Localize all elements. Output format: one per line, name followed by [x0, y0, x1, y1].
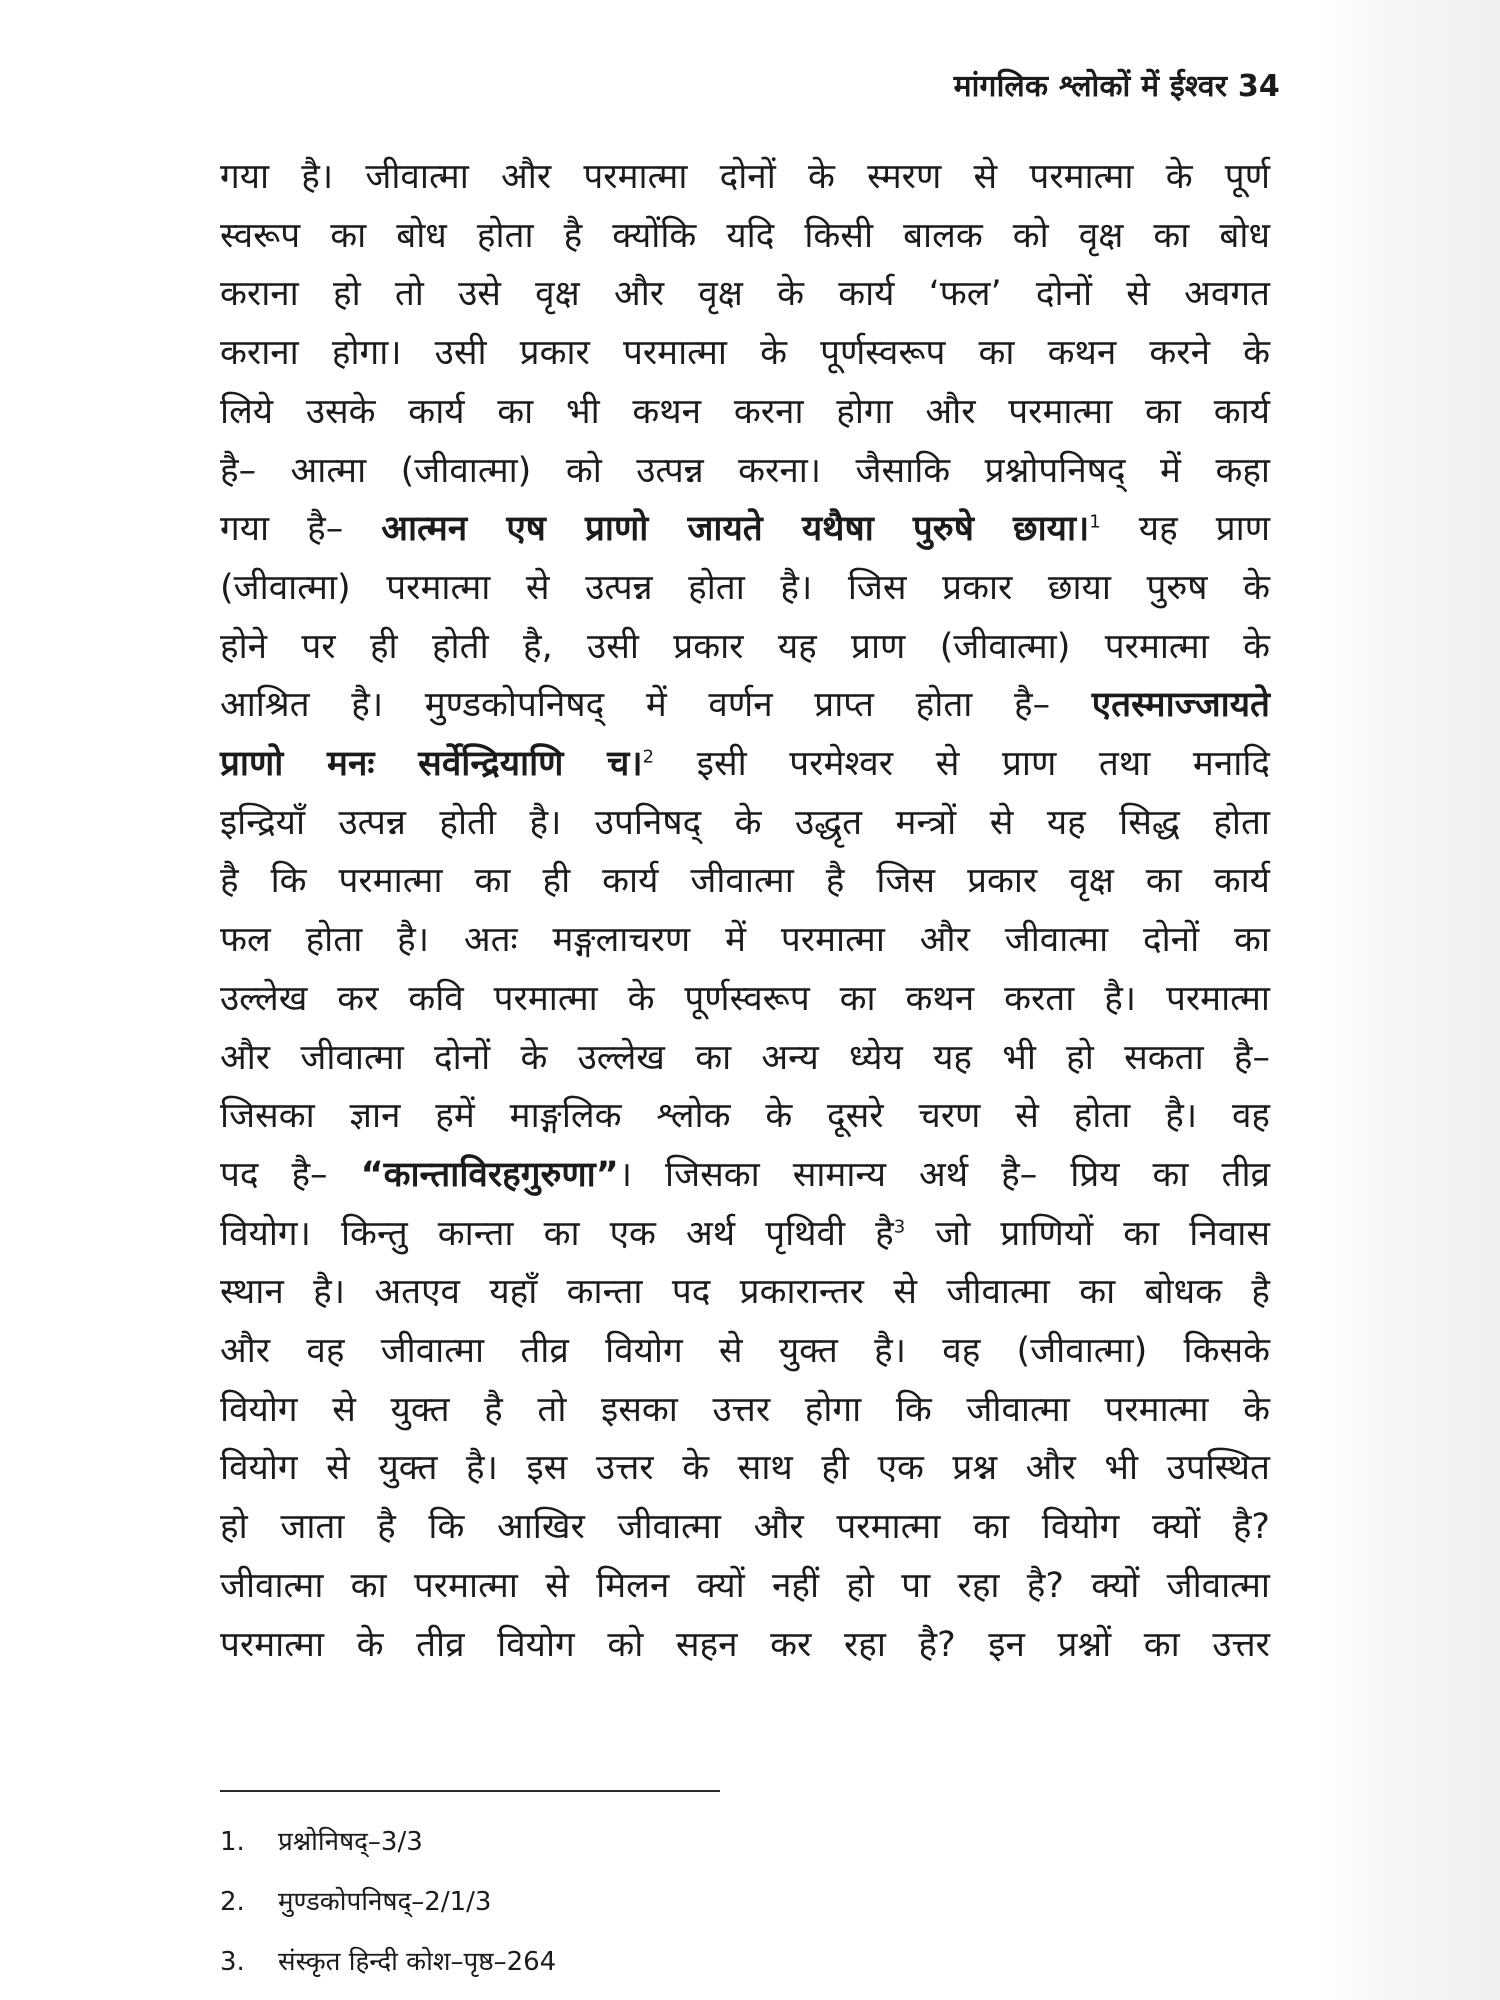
footnote-text: प्रश्नोनिषद्–3/3 [278, 1827, 423, 1857]
footnote-ref-3: 3 [893, 1216, 906, 1237]
text-line-23: वियोग से युक्त है। इस उत्तर के साथ ही एक प्रश्न और भी उपस्थित [220, 1448, 1270, 1489]
text-line-1: गया है। जीवात्मा और परमात्मा दोनों के स्मरण से परमात्मा के पूर्ण [220, 157, 1270, 197]
text-line-11 [220, 735, 1270, 794]
prashna-quote: आत्मन एष प्राणो जायते यथैषा पुरुषे छाया। [381, 509, 1090, 550]
text-line-2: स्वरूप का बोध होता है क्योंकि यदि किसी बालक को वृक्ष का बोध [220, 215, 1270, 256]
footnotes [220, 1812, 920, 1992]
footnote-2 [220, 1872, 920, 1932]
line-7-tail: यह प्राण [1100, 509, 1271, 550]
text-line-16: और जीवात्मा दोनों के उल्लेख का अन्य ध्येय यह भी हो सकता है– [220, 1037, 1270, 1078]
text-line-26: परमात्मा के तीव्र वियोग को सहन कर रहा है? इन प्रश्नों का उत्तर [220, 1624, 1270, 1665]
text-line-7 [220, 500, 1270, 559]
footnote-3 [220, 1932, 920, 1992]
body-text [220, 148, 1270, 1674]
footnote-number: 3. [220, 1947, 245, 1977]
text-line-22: वियोग से युक्त है तो इसका उत्तर होगा कि जीवात्मा परमात्मा के [220, 1389, 1270, 1430]
text-line-17: जिसका ज्ञान हमें माङ्गलिक श्लोक के दूसरे चरण से होता है। वह [220, 1096, 1270, 1137]
mundaka-quote-start: एतस्माज्जायते [1091, 685, 1270, 726]
mundaka-quote-end: प्राणो मनः सर्वेन्द्रियाणि च। [220, 744, 643, 785]
footnote-text: संस्कृत हिन्दी कोश–पृष्ठ–264 [278, 1947, 557, 1977]
text-line-3: कराना हो तो उसे वृक्ष और वृक्ष के कार्य ‘फल’ दोनों से अवगत [220, 274, 1270, 315]
line-19-lead: वियोग। किन्तु कान्ता का एक अर्थ पृथिवी है [220, 1213, 894, 1254]
text-line-9: होने पर ही होती है, उसी प्रकार यह प्राण (जीवात्मा) परमात्मा के [220, 626, 1270, 667]
kanta-viraha-term: “कान्ताविरहगुरुणा” [360, 1154, 619, 1195]
page-header [954, 64, 1280, 105]
text-line-20: स्थान है। अतएव यहाँ कान्ता पद प्रकारान्तर से जीवात्मा का बोधक है [220, 1272, 1270, 1313]
footnote-1 [220, 1812, 920, 1872]
page-edge-shadow [1316, 0, 1500, 2000]
text-line-4: कराना होगा। उसी प्रकार परमात्मा के पूर्णस्वरूप का कथन करने के [220, 333, 1270, 374]
footnote-ref-2: 2 [642, 746, 655, 768]
text-line-13: है कि परमात्मा का ही कार्य जीवात्मा है जिस प्रकार वृक्ष का कार्य [220, 861, 1270, 902]
text-line-24: हो जाता है कि आखिर जीवात्मा और परमात्मा का वियोग क्यों है? [220, 1507, 1270, 1548]
text-line-14: फल होता है। अतः मङ्गलाचरण में परमात्मा और जीवात्मा दोनों का [220, 920, 1270, 961]
text-line-21: और वह जीवात्मा तीव्र वियोग से युक्त है। वह (जीवात्मा) किसके [220, 1331, 1270, 1372]
line-10-lead: आश्रित है। मुण्डकोपनिषद् में वर्णन प्राप्त होता है– [220, 685, 1092, 726]
text-line-18 [220, 1146, 1270, 1205]
line-18-tail: । जिसका सामान्य अर्थ है– प्रिय का तीव्र [618, 1154, 1270, 1195]
running-title: मांगलिक श्लोकों में ईश्वर [953, 69, 1228, 104]
footnote-number: 2. [220, 1887, 245, 1917]
line-11-tail: इसी परमेश्वर से प्राण तथा मनादि [654, 744, 1270, 785]
text-line-5: लिये उसके कार्य का भी कथन करना होगा और परमात्मा का कार्य [220, 391, 1270, 432]
footnote-number: 1. [220, 1827, 245, 1857]
text-line-15: उल्लेख कर कवि परमात्मा के पूर्णस्वरूप का कथन करता है। परमात्मा [220, 978, 1270, 1019]
footnote-divider [220, 1790, 720, 1792]
line-7-lead: गया है– [220, 509, 382, 550]
text-line-8: (जीवात्मा) परमात्मा से उत्पन्न होता है। जिस प्रकार छाया पुरुष के [220, 567, 1270, 608]
footnote-text: मुण्डकोपनिषद्–2/1/3 [278, 1887, 492, 1917]
text-line-19 [220, 1205, 1270, 1264]
text-line-6: है– आत्मा (जीवात्मा) को उत्पन्न करना। जैसाकि प्रश्नोपनिषद् में कहा [220, 450, 1270, 491]
line-18-lead: पद है– [220, 1154, 361, 1195]
text-line-25: जीवात्मा का परमात्मा से मिलन क्यों नहीं हो पा रहा है? क्यों जीवात्मा [220, 1565, 1270, 1606]
line-19-tail: जो प्राणियों का निवास [905, 1213, 1270, 1254]
footnote-ref-1: 1 [1089, 511, 1101, 533]
text-line-10 [220, 676, 1270, 735]
page-number: 34 [1237, 69, 1280, 104]
text-line-12: इन्द्रियाँ उत्पन्न होती है। उपनिषद् के उद्धृत मन्त्रों से यह सिद्ध होता [220, 802, 1270, 843]
